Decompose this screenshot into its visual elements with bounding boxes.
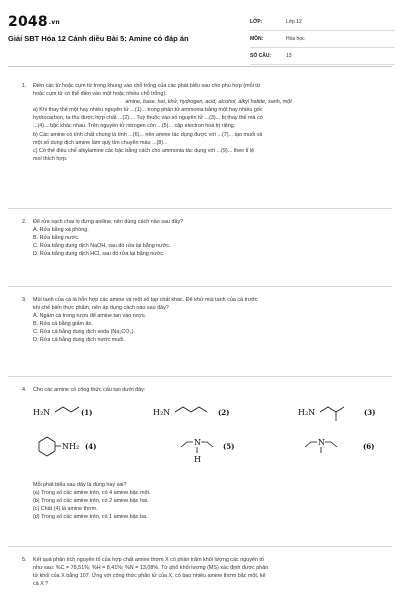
word-bank: amine, base, hai, khử, hydrogen, acid, alcohol, alkyl halide, xanh, một <box>125 99 292 106</box>
answer-option-d: D. Rửa cá bằng dung dịch nước muối. <box>33 337 125 344</box>
question-divider <box>8 546 392 547</box>
answer-option-b: B. Rửa cá bằng giấm ăn. <box>33 321 93 328</box>
question-2 <box>8 218 392 268</box>
header-divider <box>8 66 392 67</box>
carbon-chain <box>175 407 207 412</box>
question-line: như sau: %C = 78,51%; %H = 8,41%; %N = 13,08%. Từ phổ khối lượng (MS) xác định được phân <box>33 565 269 572</box>
meta-value: 13 <box>286 53 292 59</box>
amino-group-label: H₂N <box>33 408 51 417</box>
question-line: hoặc cụm từ có thể điền vào một hoặc nhiều chỗ trống). <box>33 91 167 98</box>
structure-2 <box>153 407 230 417</box>
structure-6 <box>305 438 375 453</box>
meta-table <box>250 14 395 65</box>
question-body <box>33 296 384 345</box>
meta-label: MÔN: <box>250 36 264 42</box>
carbon-chain <box>320 407 344 412</box>
amino-group-label: NH₂ <box>62 442 80 451</box>
question-line: Điền các từ hoặc cụm từ trong khung vào chỗ trống của các phát biểu sau cho phù hợp (mỗi từ <box>33 83 261 89</box>
question-line: ...(4)... bậc khác nhau. Trên nguyên tử nitrogen còn ...(5)... cặp electron hoá trị riêng. <box>33 123 236 130</box>
question-line: cả X ? <box>33 581 49 588</box>
question-number: 2. <box>22 219 27 225</box>
page-header <box>0 0 400 68</box>
question-line: Mùi tanh của cá là hỗn hợp các amine và một số tạp chất khác. Để khử mùi tanh của cá trước <box>33 297 258 303</box>
structure-3 <box>298 407 376 421</box>
amino-group-label: H₂N <box>153 408 171 417</box>
structure-1 <box>33 407 93 417</box>
question-line: một số dung dịch amine làm quỳ tím chuyển màu ...(8)... <box>33 139 168 146</box>
question-body <box>33 386 384 394</box>
amine-structures-figure <box>33 400 393 475</box>
question-line: a) Khi thay thế một hay nhiều nguyên tử ...(1)... trong phân tử ammonia bằng một hay nhiều gốc <box>33 107 263 114</box>
question-number: 4. <box>22 387 27 393</box>
question-line: c) Có thể điều chế alkylamine các bậc bằng cách cho ammonia tác dụng với ...(9)... theo tỉ lệ <box>33 147 255 154</box>
site-logo[interactable] <box>8 14 60 30</box>
question-line: Để rửa sạch chai lọ đựng aniline, nên dùng cách nào sau đây? <box>33 219 184 225</box>
carbon-chain <box>305 442 317 447</box>
question-5 <box>8 556 392 596</box>
question-body <box>33 82 384 163</box>
structure-label: (2) <box>218 408 230 417</box>
question-line: mol thích hợp. <box>33 155 68 162</box>
question-body <box>33 218 384 258</box>
question-number: 3. <box>22 297 27 303</box>
structure-label: (5) <box>223 442 235 451</box>
meta-row-subject <box>250 31 395 48</box>
carbon-chain <box>55 407 79 412</box>
question-divider <box>8 376 392 377</box>
question-divider <box>8 286 392 287</box>
question-number: 1. <box>22 83 27 89</box>
nitrogen-label: N <box>318 438 325 447</box>
structure-4 <box>39 437 97 456</box>
question-3 <box>8 296 392 356</box>
question-body <box>33 556 384 588</box>
answer-option-b: B. Rửa bằng nước. <box>33 235 80 242</box>
question-line: tử khối của X bằng 107. Ứng với công thức phân tử của X, có bao nhiêu amine thơm bậc một, kể <box>33 573 266 580</box>
meta-value: Hóa học <box>286 36 305 42</box>
question-line: Kết quả phân tích nguyên tố của hợp chất amine thơm X có phần trăm khối lượng các nguyên tố <box>33 557 264 563</box>
document-title: Giải SBT Hóa 12 Cánh diều Bài 5: Amine có đáp án <box>8 34 189 43</box>
question-number: 5. <box>22 557 27 563</box>
question-line: b) Các amine có tính chất chung là tính ...(6)... nên amine tác dụng được với ...(7)... tạo muối và <box>33 131 263 138</box>
carbon-chain <box>201 442 213 447</box>
question-statements <box>33 481 384 521</box>
statement-d: (d) Trong số các amine trên, có 1 amine bậc ba. <box>33 514 148 521</box>
carbon-chain <box>181 442 193 447</box>
question-line: hydrocarbon, ta thu được hợp chất ...(2).... Tuỳ thuộc vào số nguyên tử ...(3)... bị thay thế mà có <box>33 115 263 122</box>
meta-label: LỚP: <box>250 19 263 25</box>
cyclohexane-ring <box>39 437 55 456</box>
meta-row-class <box>250 14 395 31</box>
statement-c: (c) Chất (4) là amine thơm. <box>33 506 98 513</box>
question-1 <box>8 82 392 182</box>
statement-a: (a) Trong số các amine trên, có 4 amine bậc một. <box>33 490 151 497</box>
structure-5 <box>181 438 235 464</box>
nitrogen-label: N <box>194 438 201 447</box>
question-line: Mỗi phát biểu sau đây là đúng hay sai? <box>33 482 127 488</box>
question-line: khi chế biến thực phẩm, nên áp dụng cách nào sau đây? <box>33 305 169 312</box>
amino-group-label: H₂N <box>298 408 316 417</box>
structure-label: (1) <box>81 408 93 417</box>
meta-row-count <box>250 48 395 65</box>
carbon-chain <box>325 442 337 447</box>
meta-value: Lớp 12 <box>286 19 302 25</box>
logo-text: 2048 <box>8 14 48 30</box>
hydrogen-label: H <box>194 455 201 464</box>
answer-option-a: A. Ngâm cá trong rượu để amine tan vào rượu. <box>33 313 147 320</box>
structure-label: (4) <box>85 442 97 451</box>
answer-option-c: C. Rửa cá bằng dung dịch soda (Na₂CO₃). <box>33 329 135 336</box>
question-line: Cho các amine có công thức cấu tạo dưới đây: <box>33 387 146 393</box>
question-divider <box>8 208 392 209</box>
structure-label: (3) <box>364 408 376 417</box>
meta-label: SỐ CÂU: <box>250 53 272 59</box>
structure-label: (6) <box>363 442 375 451</box>
statement-b: (b) Trong số các amine trên, có 2 amine bậc hai. <box>33 498 149 505</box>
answer-option-a: A. Rửa bằng xà phòng. <box>33 227 89 234</box>
answer-option-c: C. Rửa bằng dung dịch NaOH, sau đó rửa lại bằng nước. <box>33 243 171 250</box>
logo-suffix: .vn <box>48 18 60 26</box>
answer-option-d: D. Rửa bằng dung dịch HCl, sau đó rửa lại bằng nước. <box>33 251 165 258</box>
question-4 <box>8 386 392 538</box>
